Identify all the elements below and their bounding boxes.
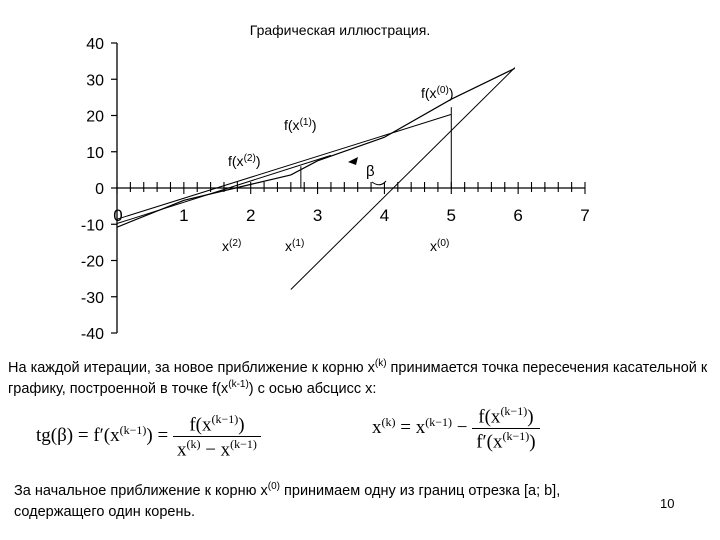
tangent-line — [117, 155, 331, 223]
sup: (k-1) — [228, 379, 249, 391]
x-tick-label: 3 — [312, 206, 323, 225]
y-tick-label: 30 — [86, 72, 104, 90]
y-tick-label: -20 — [80, 253, 104, 271]
f2-minus: − — [451, 417, 468, 439]
text: На каждой итерации, за новое приближение к корню x — [8, 360, 375, 376]
x-tick-label: 4 — [379, 206, 390, 225]
sup: (k) — [374, 358, 387, 370]
f1-den-a: x — [176, 439, 187, 461]
initial-approximation-note — [14, 481, 654, 523]
f1-numerator — [173, 412, 261, 437]
f2-lhs: x — [372, 417, 382, 439]
f2-num-sup: (k−1) — [500, 404, 528, 418]
f1-sup: (k−1) — [119, 422, 147, 437]
f1-den-mid: − x — [200, 439, 231, 461]
label-x1: $x^{(1)}$ — [285, 238, 305, 254]
text: За начальное приближение к корню x — [14, 483, 268, 499]
y-tick-label: -10 — [80, 217, 104, 235]
f1-eq: ) = — [146, 425, 169, 447]
label-f-x0: $f(x^{(0)})$ — [421, 85, 454, 101]
f2-fraction — [472, 404, 539, 454]
f2-denominator — [472, 429, 539, 453]
y-tick-label: 0 — [95, 181, 104, 198]
iteration-description — [8, 358, 708, 400]
function-curve — [117, 68, 515, 227]
f1-num-sup: (k−1) — [211, 412, 239, 426]
label-f-x2: $f(x^{(2)})$ — [228, 153, 261, 169]
y-tick-label: 10 — [86, 144, 104, 162]
page-number: 10 — [660, 496, 675, 511]
angle-beta-label: β — [366, 163, 375, 180]
f2-den-sup: (k−1) — [502, 429, 530, 444]
text: принимаем одну из границ отрезка [a; b], содержащего один корень. — [14, 483, 561, 520]
f2-lhs-sup: (k) — [381, 414, 396, 429]
x-tick-label: 0 — [113, 206, 123, 225]
text: ) с осью абсцисс x: — [248, 381, 377, 397]
x-tick-label: 1 — [179, 206, 189, 225]
f1-num-a: f(x — [189, 414, 212, 436]
x-tick-label: 7 — [580, 206, 590, 225]
y-tick-label: -30 — [80, 289, 104, 307]
f2-numerator — [472, 404, 539, 429]
text: принимается точка пересечения касательной к графику, построенной в точке f(x — [8, 360, 708, 397]
y-tick-label: -40 — [80, 326, 104, 343]
label-x2: $x^{(2)}$ — [222, 238, 242, 254]
f1-num-b: ) — [238, 414, 245, 436]
slide-title: Графическая иллюстрация. — [249, 22, 431, 38]
formula-tangent — [36, 412, 261, 462]
f2-den-b: ) — [529, 431, 536, 453]
f2-eq-sup: (k−1) — [425, 414, 452, 429]
x-tick-label: 5 — [446, 206, 457, 225]
tangent-line — [291, 68, 515, 290]
f2-eq: = x — [395, 417, 426, 439]
label-x0: $x^{(0)}$ — [430, 238, 450, 254]
f1-den-sup1: (k) — [186, 437, 201, 452]
label-f-x1: $f(x^{(1)})$ — [284, 117, 317, 133]
x-tick-label: 2 — [245, 206, 256, 225]
f1-den-sup2: (k−1) — [230, 437, 257, 452]
y-tick-label: 20 — [86, 108, 104, 126]
f2-num-b: ) — [527, 406, 534, 428]
f2-den-a: f′(x — [476, 431, 503, 453]
angle-arrow-head — [348, 157, 358, 165]
f1-lhs: tg(β) = f′(x — [36, 425, 120, 447]
f1-fraction — [173, 412, 261, 462]
y-tick-label: 40 — [86, 36, 104, 53]
f2-num-a: f(x — [478, 406, 501, 428]
x-tick-label: 6 — [513, 206, 523, 225]
f1-denominator — [173, 437, 261, 461]
formula-newton — [372, 404, 540, 454]
sup: (0) — [267, 481, 280, 493]
